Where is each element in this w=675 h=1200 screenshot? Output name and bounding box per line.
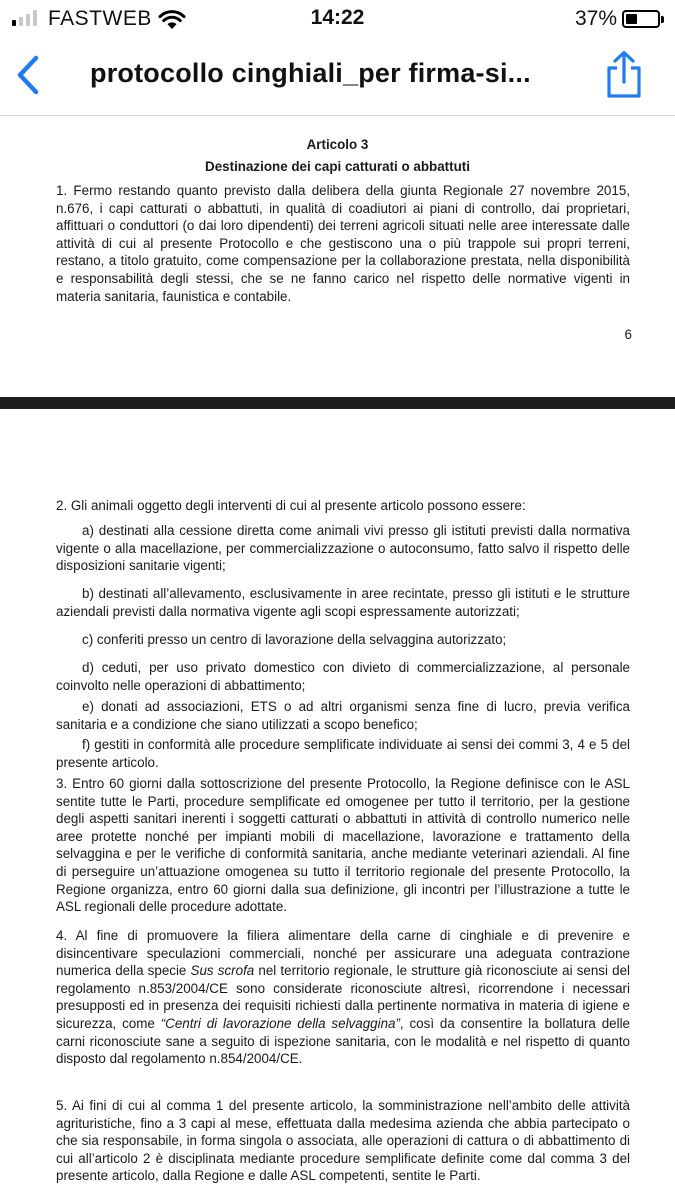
article-title: Articolo 3 <box>306 137 369 152</box>
paragraph-4-text: , così da consentire la bollatura delle carni riconosciute sane a seguito di ispezione sanitaria, con le modalità e nel rispetto di quanto disposto dal regolamento n.854/2004/CE. <box>56 1015 630 1067</box>
status-time: 14:22 <box>310 6 365 29</box>
pdf-page-6 <box>0 117 675 397</box>
page-number: 6 <box>624 327 632 342</box>
item-d: d) ceduti, per uso privato domestico con divieto di commercializzazione, al personale coinvolto nelle operazioni di abbattimento; <box>56 660 630 693</box>
document-title: protocollo cinghiali_per firma-si... <box>90 58 531 88</box>
paragraph-4 <box>56 927 630 1068</box>
item-e: e) donati ad associazioni, ETS o ad altri organismi senza fine di lucro, previa verifica sanitaria e a condizione che siano utilizzati a scopo benefico; <box>56 699 630 732</box>
carrier-name: FASTWEB <box>48 7 152 30</box>
pdf-viewer[interactable] <box>0 117 675 1200</box>
pdf-page-7 <box>0 409 675 1200</box>
battery-icon <box>622 10 660 28</box>
article-heading: Destinazione dei capi catturati o abbattuti <box>205 159 470 174</box>
paragraph-5: 5. Ai fini di cui al comma 1 del presente articolo, la somministrazione nell’ambito delle attività agrituristiche, fino a 3 capi al mese, effettuata dalla medesima azienda che abbia partecipato o che sia responsabile, in forma singola o associata, alle operazioni di cattura o di abbattimento di cui all’articolo 2 è disciplinata mediante procedure semplificate definite come dal comma 3 del presente articolo, dalla Regione e dalle ASL competenti, sentite le Parti. <box>56 1098 630 1184</box>
paragraph-4-text: nel territorio regionale, le strutture già riconosciute ai sensi del regolamento n.853/2004/CE sono considerate riconosciute altresì, ricorrendone i necessari presupposti ed in presenza dei requisiti richiesti dalla pertinente normativa in materia di igiene e sicurezza, come <box>56 963 630 1031</box>
item-f: f) gestiti in conformità alle procedure semplificate individuate ai sensi dei commi 3, 4 e 5 del presente articolo. <box>56 737 630 770</box>
page-separator <box>0 397 675 409</box>
navigation-bar <box>0 38 675 116</box>
share-icon[interactable] <box>603 50 645 100</box>
paragraph-2: 2. Gli animali oggetto degli interventi di cui al presente articolo possono essere: <box>56 498 526 513</box>
paragraph-4-text: 4. Al fine di promuovere la filiera alimentare della carne di cinghiale e di prevenire e disincentivare speculazioni commerciali, nonché per assicurare una adeguata contrazione numerica della specie <box>56 928 630 979</box>
paragraph-3: 3. Entro 60 giorni dalla sottoscrizione del presente Protocollo, la Regione definisce con le ASL sentite tutte le Parti, procedure semplificate ed omogenee per tutto il territorio, per la gestione degli aspetti sanitari inerenti i soggetti catturati o abbattuti in attività di controllo numerico nelle aree protette nonché per impianti mobili di macellazione, lavorazione e trattamento della selvaggina e per le verifiche di conformità sanitaria, anche mediante veterinari aziendali. Al fine di perseguire un’attuazione omogenea su tutto il territorio regionale del presente Protocollo, la Regione organizza, entro 60 giorni dalla sua definizione, gli incontri per l’illustrazione a tutte le ASL regionali delle procedure adottate. <box>56 776 630 915</box>
back-chevron-icon[interactable] <box>12 52 48 98</box>
item-b: b) destinati all’allevamento, esclusivamente in aree recintate, presso gli istituti e le strutture aziendali previsti dalla normativa vigente agli scopi espressamente autorizzati; <box>56 586 630 619</box>
centri-lavorazione-term: “Centri di lavorazione della selvaggina” <box>160 1015 400 1031</box>
paragraph-1: 1. Fermo restando quanto previsto dalla delibera della giunta Regionale 27 novembre 2015, n.676, i capi catturati o abbattuti, in qualità di coadiutori ai piani di controllo, dai proprietari, affittuari o conduttori (o dai loro dipendenti) dei terreni agricoli situati nelle aree interessate dalle attività di cui al presente Protocollo e che gestiscono una o più trappole sui propri terreni, restano, a titolo gratuito, come compensazione per la collaborazione prestata, nella disponibilità e responsabilità degli stessi, che se ne fanno carico nel rispetto delle normative vigenti in materia sanitaria, faunistica e contabile. <box>56 183 630 304</box>
battery-percentage: 37% <box>575 7 618 30</box>
item-a: a) destinati alla cessione diretta come animali vivi presso gli istituti previsti dalla normativa vigente o alla macellazione, per commercializzazione o autoconsumo, fatto salvo il rispetto delle disposizioni sanitarie vigenti; <box>56 523 630 574</box>
status-bar <box>0 0 675 38</box>
species-name: Sus scrofa <box>190 963 255 979</box>
item-c: c) conferiti presso un centro di lavorazione della selvaggina autorizzato; <box>82 632 507 647</box>
